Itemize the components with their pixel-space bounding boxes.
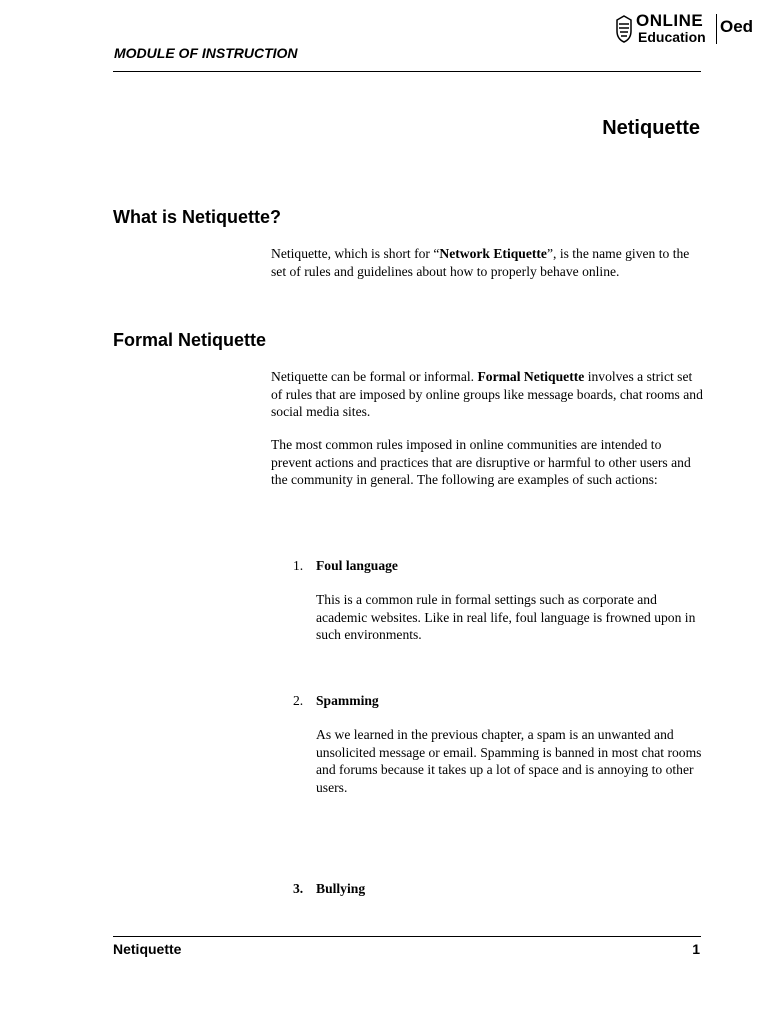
- section-heading-what-is-netiquette: What is Netiquette?: [113, 207, 282, 227]
- online-education-logo: [616, 12, 766, 48]
- footer-title: Netiquette: [113, 941, 182, 957]
- list-item-number: 3.: [293, 881, 304, 896]
- paragraph-text: involves a strict set of rules that are imposed by online groups like message boards, chat rooms and social media sites.: [271, 369, 703, 420]
- page-title: Netiquette: [602, 117, 700, 139]
- section-heading-formal-netiquette: Formal Netiquette: [113, 330, 267, 350]
- list-item-body: As we learned in the previous chapter, a spam is an unwanted and unsolicited message or email. Spamming is banned in most chat rooms and forums because it takes up a lot of space and is annoying to other users.: [316, 727, 702, 795]
- paragraph-formal-intro: [271, 368, 703, 421]
- logo-text-online: ONLINE: [636, 11, 704, 30]
- list-item-number: 2.: [293, 693, 304, 708]
- list-item-number: 1.: [293, 558, 304, 573]
- paragraph-text: Netiquette can be formal or informal.: [271, 369, 478, 384]
- bold-term-network-etiquette: Network Etiquette: [439, 246, 547, 261]
- paragraph-text: ”, is the name given to the set of rules and guidelines about how to properly behave online.: [271, 246, 690, 279]
- paragraph-common-rules: The most common rules imposed in online communities are intended to prevent actions and practices that are disruptive or harmful to other users and the community in general. The following are examples of such actions:: [271, 437, 691, 488]
- paragraph-text: Netiquette, which is short for “: [271, 246, 440, 261]
- page-number: 1: [692, 941, 700, 957]
- module-label: MODULE OF INSTRUCTION: [114, 45, 298, 61]
- shield-crest-icon: [616, 15, 632, 43]
- list-item-title-bullying: Bullying: [316, 881, 366, 896]
- logo-text-education: Education: [638, 29, 706, 45]
- footer-divider: [113, 936, 701, 937]
- logo-text-oed: Oed: [720, 17, 754, 36]
- header-divider: [113, 71, 701, 72]
- list-item-title-spamming: Spamming: [316, 693, 379, 708]
- list-item-body: This is a common rule in formal settings such as corporate and academic websites. Like in real life, foul language is frowned upon in such environments.: [316, 592, 696, 643]
- list-item-title-foul-language: Foul language: [316, 558, 398, 573]
- paragraph-definition: [271, 245, 703, 280]
- logo-divider: [716, 14, 717, 44]
- bold-term-formal-netiquette: Formal Netiquette: [477, 369, 585, 384]
